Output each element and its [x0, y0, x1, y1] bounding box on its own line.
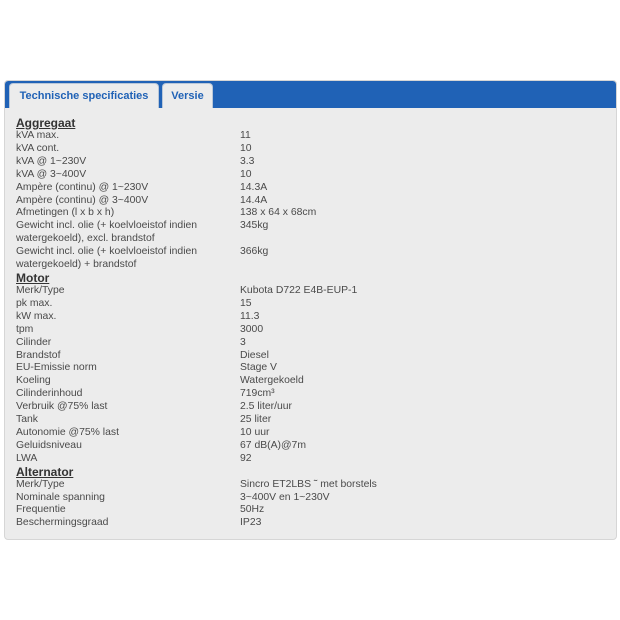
spec-label: Merk/Type	[16, 478, 65, 490]
spec-label: Gewicht incl. olie (+ koelvloeistof indien watergekoeld), excl. brandstof	[16, 220, 198, 245]
spec-value: Kubota D722 E4B-EUP-1	[240, 284, 358, 296]
spec-row	[16, 388, 608, 401]
spec-value: 10	[240, 142, 252, 154]
spec-row	[16, 143, 608, 156]
spec-label: kVA max.	[16, 130, 60, 141]
spec-label: Verbruik @75% last	[16, 401, 108, 413]
spec-row	[16, 517, 608, 530]
spec-label: Ampère (continu) @ 1~230V	[16, 181, 149, 193]
spec-label: pk max.	[16, 297, 53, 309]
spec-label: Merk/Type	[16, 284, 65, 296]
spec-row	[16, 298, 608, 311]
spec-label: Autonomie @75% last	[16, 426, 119, 438]
spec-row	[16, 169, 608, 182]
spec-label: LWA	[16, 452, 38, 464]
spec-row	[16, 182, 608, 195]
spec-value: 2.5 liter/uur	[240, 401, 292, 413]
spec-row	[16, 207, 608, 220]
spec-label: Brandstof	[16, 349, 61, 361]
spec-row	[16, 285, 608, 298]
spec-value: 14.3A	[240, 181, 268, 193]
spec-label: EU-Emissie norm	[16, 362, 97, 374]
spec-row	[16, 479, 608, 492]
spec-row	[16, 324, 608, 337]
spec-label: Gewicht incl. olie (+ koelvloeistof indien watergekoeld) + brandstof	[16, 246, 198, 271]
spec-panel	[4, 80, 617, 540]
spec-value: 25 liter	[240, 414, 272, 426]
spec-value: 366kg	[240, 246, 269, 258]
spec-label: Cilinderinhoud	[16, 388, 83, 400]
spec-value: 3~400V en 1~230V	[240, 491, 330, 503]
spec-row	[16, 220, 608, 246]
spec-row	[16, 453, 608, 466]
spec-row	[16, 130, 608, 143]
spec-label: tpm	[16, 323, 34, 335]
spec-value: 3000	[240, 323, 264, 335]
spec-row	[16, 246, 608, 272]
spec-row	[16, 414, 608, 427]
spec-value: 14.4A	[240, 194, 268, 206]
spec-row	[16, 337, 608, 350]
spec-value: 3.3	[240, 155, 255, 167]
spec-row	[16, 350, 608, 363]
spec-label: kVA @ 3~400V	[16, 168, 87, 180]
section-title: Alternator	[16, 464, 74, 479]
spec-label: kVA @ 1~230V	[16, 155, 87, 167]
spec-value: Diesel	[240, 349, 269, 361]
section-title: Motor	[16, 270, 50, 285]
spec-row	[16, 492, 608, 505]
spec-label: Beschermingsgraad	[16, 517, 109, 529]
spec-value: Watergekoeld	[240, 375, 304, 387]
spec-row	[16, 427, 608, 440]
spec-label: Geluidsniveau	[16, 439, 82, 451]
spec-row	[16, 375, 608, 388]
spec-label: kW max.	[16, 310, 57, 322]
spec-row	[16, 401, 608, 414]
spec-content	[16, 117, 608, 530]
spec-value: Stage V	[240, 362, 277, 374]
spec-label: Ampère (continu) @ 3~400V	[16, 194, 149, 206]
spec-value: 10	[240, 168, 252, 180]
spec-label: Afmetingen (l x b x h)	[16, 207, 115, 219]
spec-value: Sincro ET2LBS ˜ met borstels	[240, 478, 377, 490]
spec-label: Nominale spanning	[16, 491, 105, 503]
spec-row	[16, 195, 608, 208]
spec-value: 3	[240, 336, 246, 348]
spec-label: Frequentie	[16, 504, 66, 516]
spec-value: 15	[240, 297, 252, 309]
spec-value: 345kg	[240, 220, 269, 232]
spec-value: 11.3	[240, 310, 260, 322]
spec-value: 10 uur	[240, 426, 270, 438]
spec-value: 719cm³	[240, 388, 275, 400]
spec-label: kVA cont.	[16, 142, 60, 154]
spec-label: Koeling	[16, 375, 51, 387]
tab-versie[interactable]: Versie	[162, 83, 213, 108]
spec-value: 50Hz	[240, 504, 265, 516]
spec-value: 92	[240, 452, 252, 464]
spec-row	[16, 362, 608, 375]
spec-value: IP23	[240, 517, 262, 529]
spec-value: 138 x 64 x 68cm	[240, 207, 317, 219]
tab-technische-specificaties[interactable]: Technische specificaties	[9, 83, 159, 108]
spec-label: Tank	[16, 414, 38, 426]
spec-row	[16, 504, 608, 517]
spec-row	[16, 311, 608, 324]
section-title: Aggregaat	[16, 116, 76, 130]
spec-value: 11	[240, 130, 251, 141]
spec-row	[16, 156, 608, 169]
spec-row	[16, 440, 608, 453]
spec-value: 67 dB(A)@7m	[240, 439, 306, 451]
tab-bar	[5, 81, 616, 108]
spec-label: Cilinder	[16, 336, 52, 348]
